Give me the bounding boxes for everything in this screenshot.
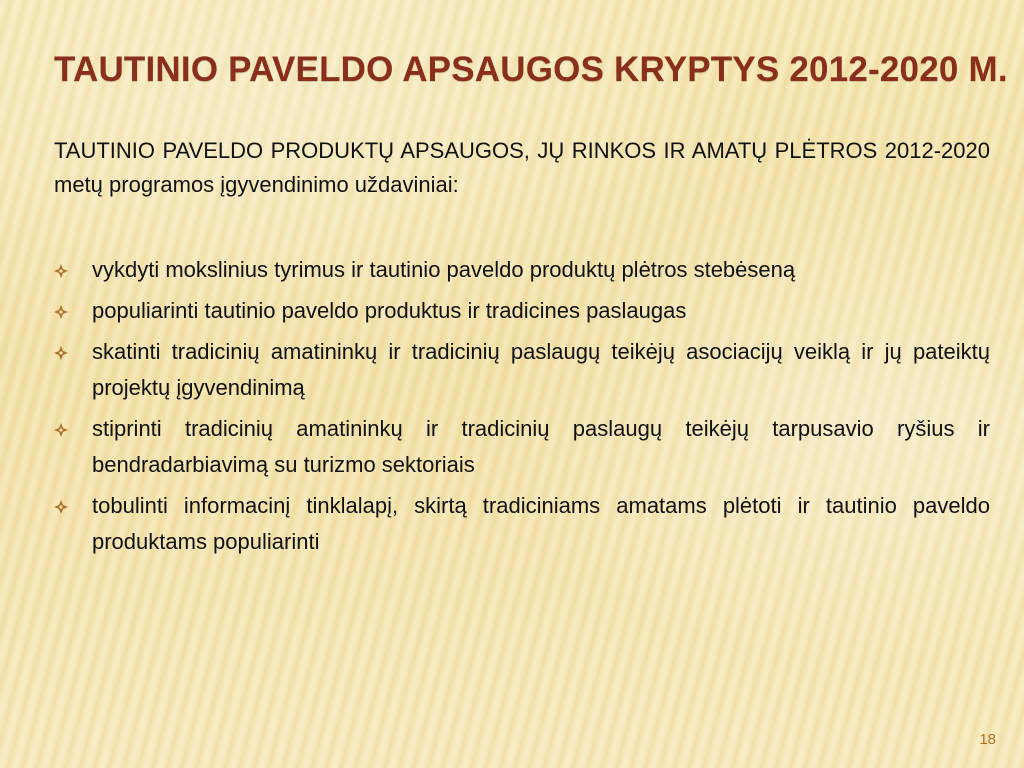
- objectives-list: [54, 252, 990, 565]
- list-item: [54, 252, 990, 288]
- list-item: [54, 293, 990, 329]
- list-item-text: stiprinti tradicinių amatininkų ir tradicinių paslaugų teikėjų tarpusavio ryšius ir bendradarbiavimą su turizmo sektoriais: [92, 416, 990, 477]
- diamond-bullet-icon: [54, 293, 70, 329]
- diamond-bullet-icon: [54, 411, 70, 447]
- list-item-text: vykdyti mokslinius tyrimus ir tautinio paveldo produktų plėtros stebėseną: [92, 257, 796, 282]
- list-item-text: populiarinti tautinio paveldo produktus ir tradicines paslaugas: [92, 298, 687, 323]
- diamond-bullet-icon: [54, 488, 70, 524]
- page-number: 18: [979, 731, 996, 748]
- list-item: [54, 411, 990, 483]
- diamond-bullet-icon: [54, 252, 70, 288]
- diamond-bullet-icon: [54, 334, 70, 370]
- intro-paragraph: TAUTINIO PAVELDO PRODUKTŲ APSAUGOS, JŲ RINKOS IR AMATŲ PLĖTROS 2012-2020 metų programos įgyvendinimo uždaviniai:: [54, 138, 990, 197]
- list-item: [54, 334, 990, 406]
- slide-title: TAUTINIO PAVELDO APSAUGOS KRYPTYS 2012-2020 M.: [54, 50, 1008, 89]
- list-item-text: skatinti tradicinių amatininkų ir tradicinių paslaugų teikėjų asociacijų veiklą ir jų pateiktų projektų įgyvendinimą: [92, 339, 990, 400]
- list-item-text: tobulinti informacinį tinklalapį, skirtą tradiciniams amatams plėtoti ir tautinio paveldo produktams populiarinti: [92, 493, 990, 554]
- list-item: [54, 488, 990, 560]
